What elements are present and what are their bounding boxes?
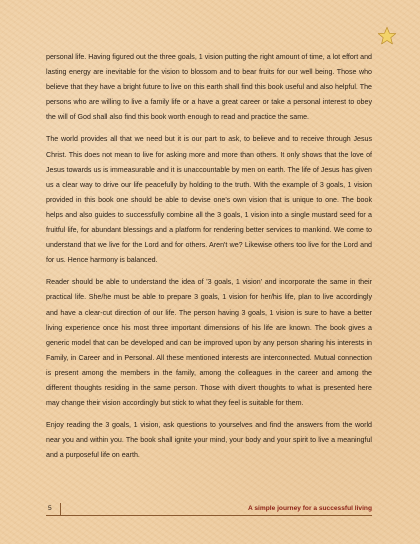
body-paragraph: Enjoy reading the 3 goals, 1 vision, ask questions to yourselves and find the answers from the world near you and within you. The book shall ignite your mind, your body and your spirit to live a meaningful and a purposeful life on earth. xyxy=(46,421,372,460)
page-number: 5 xyxy=(48,505,52,512)
page-footer xyxy=(46,503,372,517)
body-paragraph: Reader should be able to understand the idea of '3 goals, 1 vision' and incorporate the same in their practical life. She/he must be able to prepare 3 goals, 1 vision for her/his life, plan to live accordingly and have a clear-cut direction of our life. The person having 3 goals, 1 vision is sure to have a better living experience once his most three important dimensions of his life are known. The book gives a generic model that can be developed and can be improved upon by any person sharing his interests in Family, in Career and in Personal. All these mentioned interests are interconnected. Mutual connection is present among the members in the family, among the colleagues in the career and among the different thoughts residing in the same person. Those with divert thoughts to what is presented here may change their vision accordingly but stick to what they feel is suitable for them. xyxy=(46,278,372,408)
body-paragraph: The world provides all that we need but it is our part to ask, to believe and to receive through Jesus Christ. This does not mean to live for asking more and more than others. It only shows that the love of Jesus towards us is immeasurable and it is unaccountable by men on earth. The life of Jesus has given us a clear way to drive our life peacefully by holding to the truth. With the example of 3 goals, 1 vision provided in this book one should be able to devise one's own vision that is unique to one. The book helps and also guides to successfully combine all the 3 goals, 1 vision into a single mustard seed for a fruitful life, for abundant blessings and a platform for rendering better services to mankind. We come to understand that we live for the Lord and for others. Aren't we? Likewise others too live for the Lord and for us. Hence harmony is balanced. xyxy=(46,135,372,265)
page-body xyxy=(46,50,372,470)
body-paragraph: personal life. Having figured out the three goals, 1 vision putting the right amount of time, a lot effort and lasting energy are inevitable for the vision to blossom and to bear fruits for our well being. Those who believe that they have a bright future to live on this earth shall find this book useful and also helpful. The persons who are willing to live a family life or a have a great career or take a personal interest to obey the will of God shall also find this book worth enough to read and practice the same. xyxy=(46,53,372,122)
footer-rule xyxy=(46,515,372,516)
star-icon xyxy=(377,26,397,46)
running-title: A simple journey for a successful living xyxy=(248,505,372,512)
footer-divider xyxy=(60,503,61,515)
